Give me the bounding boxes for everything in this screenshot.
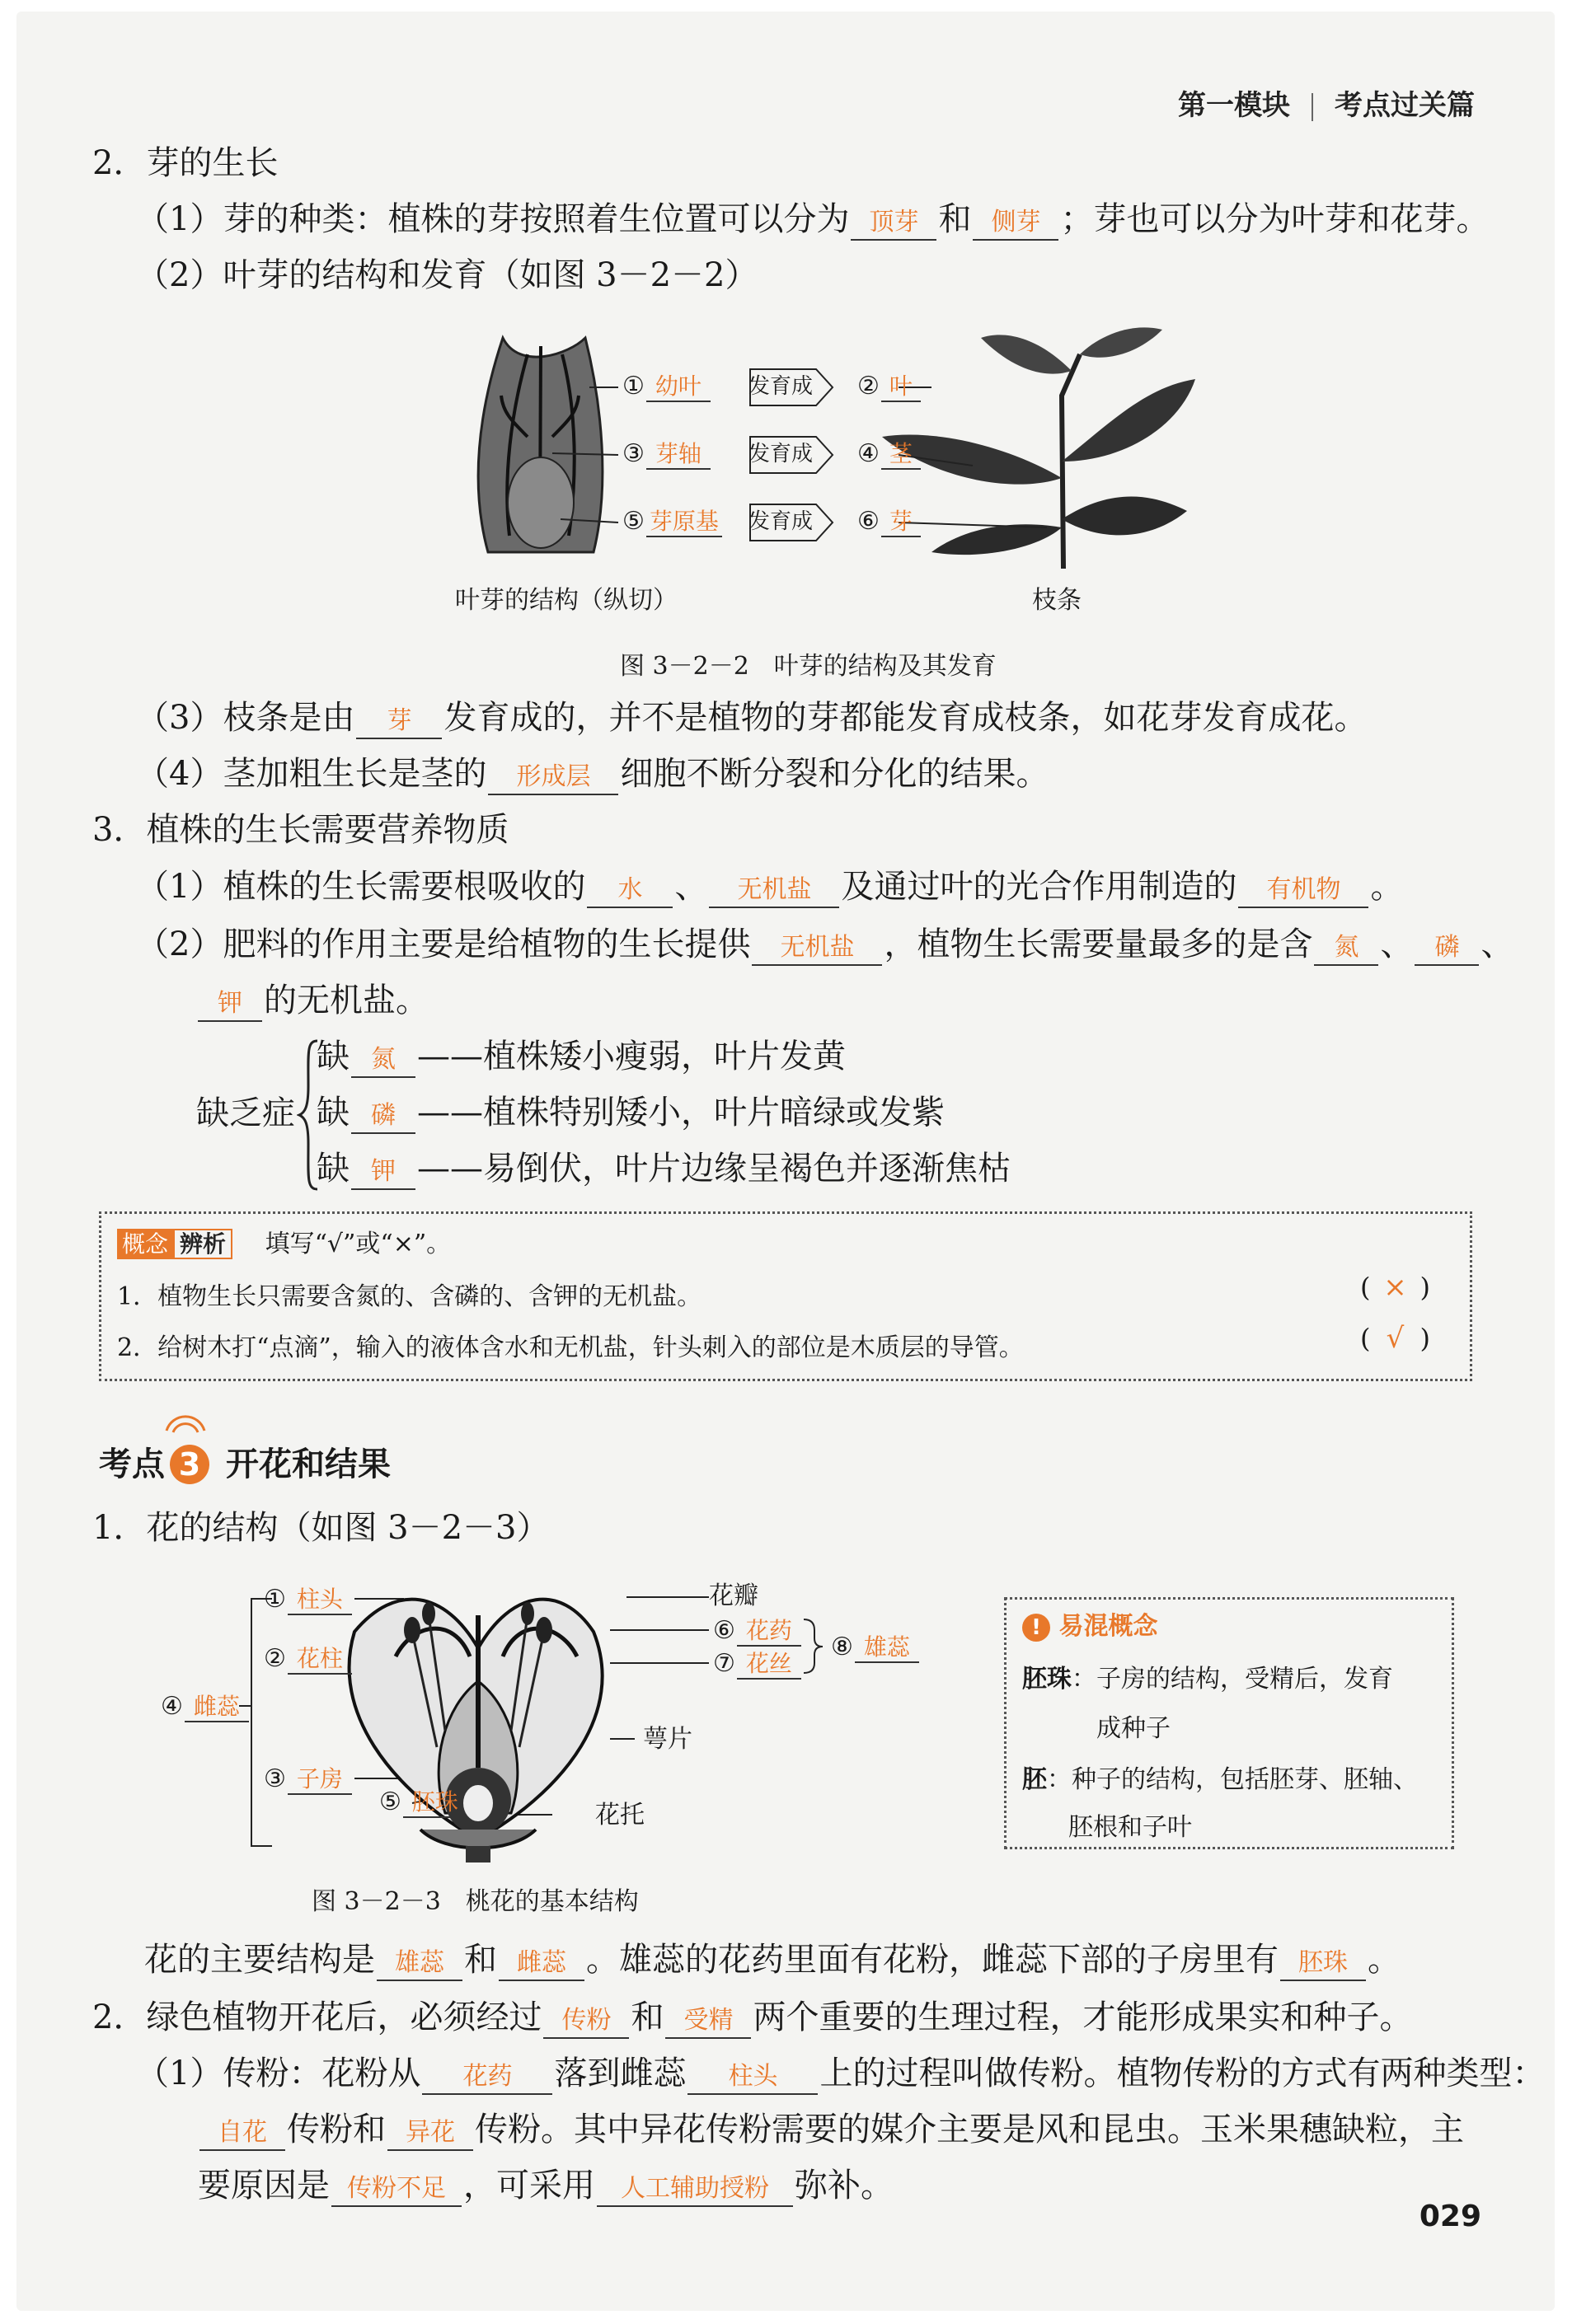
answer-blank: 花药 (737, 1617, 801, 1647)
text: 的无机盐。 (264, 982, 429, 1019)
answer-blank: 传粉不足 (331, 2172, 462, 2207)
term: 胚 (1022, 1765, 1047, 1794)
answer-blank: 雄蕊 (855, 1633, 919, 1663)
label-number: ⑥ (857, 507, 880, 536)
answer-blank: 花药 (422, 2060, 552, 2095)
label-number: ③ (264, 1764, 286, 1793)
answer-blank: 受精 (665, 2004, 751, 2039)
paragraph-stem-thickening (136, 752, 1049, 795)
text: 及通过叶的光合作用制造的 (841, 868, 1237, 906)
keypoint-number: 3 (170, 1445, 209, 1484)
answer-blank: 芽 (356, 705, 442, 739)
term: 胚珠 (1022, 1665, 1072, 1694)
figure-peach-flower (148, 1582, 940, 1862)
label-number: ② (857, 372, 880, 401)
leaf-bud-caption: 叶芽的结构（纵切） (455, 586, 678, 615)
text: （3）枝条是由 (136, 699, 355, 737)
keypoint-prefix: 考点 (99, 1445, 165, 1483)
answer-blank: 雌蕊 (185, 1693, 249, 1722)
fig2-label-receptacle: 花托 (595, 1801, 645, 1830)
definition: ：子房的结构，受精后，发育 (1072, 1665, 1393, 1694)
answer-blank: 无机盐 (752, 931, 882, 966)
paragraph-leaf-bud: （2）叶芽的结构和发育（如图 3－2－2） (136, 256, 758, 294)
label-number: ⑧ (831, 1633, 853, 1661)
concept-item: 1．植物生长只需要含氮的、含磷的、含钾的无机盐。 (117, 1282, 702, 1311)
text: 、 (674, 868, 708, 906)
paragraph-pollination-end (198, 2164, 894, 2207)
answer-blank: 花柱 (288, 1645, 352, 1675)
confuse-title-text: 易混概念 (1058, 1612, 1158, 1641)
text: （4）茎加粗生长是茎的 (136, 755, 487, 793)
concept-instruction: 填写“√”或“×”。 (265, 1230, 452, 1258)
fig2-label-filament (713, 1648, 803, 1680)
label-number: ④ (161, 1692, 183, 1721)
text: 花的主要结构是 (144, 1941, 375, 1979)
answer-blank: 有机物 (1238, 874, 1368, 908)
text: 传粉。其中异花传粉需要的媒介主要是风和昆虫。玉米果穗缺粒，主 (475, 2111, 1464, 2148)
text: 落到雌蕊 (554, 2055, 687, 2092)
answer-blank: 柱头 (687, 2060, 818, 2095)
concept-header (117, 1223, 451, 1259)
fig1-label (857, 506, 922, 537)
twig-drawing (882, 327, 1195, 569)
header-divider (1312, 93, 1313, 121)
answer-blank: 传粉 (543, 2004, 629, 2039)
text: 传粉和 (287, 2111, 386, 2148)
label-number: ① (622, 372, 645, 401)
answer-mark: √ (1386, 1322, 1405, 1355)
section-title-pollination (92, 1996, 1412, 2039)
tag-left: 概念 (117, 1229, 173, 1259)
answer-blank: 柱头 (288, 1586, 352, 1615)
answer-blank: 叶 (881, 372, 921, 402)
text: （1）芽的种类：植株的芽按照着生位置可以分为 (136, 200, 850, 238)
concept-item: 2．给树木打“点滴”，输入的液体含水和无机盐，针头刺入的部位是木质层的导管。 (117, 1333, 1024, 1362)
text: 和 (464, 1941, 497, 1979)
text: （1）传粉：花粉从 (136, 2055, 421, 2092)
answer-blank: 茎 (881, 440, 921, 470)
paragraph-absorption (136, 865, 1403, 908)
fig1-label (857, 371, 922, 402)
answer-blank: 磷 (1415, 931, 1479, 966)
label-number: ⑤ (379, 1788, 401, 1816)
label-number: ⑤ (622, 507, 645, 536)
answer-blank: 无机盐 (709, 874, 839, 908)
text: ；芽也可以分为叶芽和花芽。 (1060, 200, 1490, 238)
answer-blank: 胚珠 (1280, 1947, 1366, 1981)
text: ，可采用 (463, 2167, 595, 2205)
keypoint-heading (99, 1438, 391, 1485)
answer-blank: 水 (587, 874, 673, 908)
section-title-flower-structure: 1．花的结构（如图 3－2－3） (92, 1509, 550, 1547)
text: 弥补。 (795, 2167, 894, 2205)
paragraph-main-structure (144, 1938, 1401, 1981)
text: ——植株特别矮小，叶片暗绿或发紫 (417, 1094, 945, 1132)
label-number: ④ (857, 439, 880, 468)
text: ——易倒伏，叶片边缘呈褐色并逐渐焦枯 (417, 1150, 1011, 1188)
answer-blank: 人工辅助授粉 (597, 2172, 793, 2207)
alert-icon: ! (1022, 1614, 1050, 1642)
answer-blank: 侧芽 (973, 206, 1058, 241)
paragraph-pollination-cont (198, 2108, 1464, 2151)
answer-blank: 顶芽 (851, 206, 936, 241)
text: 缺 (317, 1094, 350, 1132)
fig2-label-stamen (831, 1632, 921, 1663)
text: 、 (1380, 925, 1414, 963)
arrow-label: 发育成 (748, 374, 814, 399)
text: 。 (1368, 1941, 1401, 1979)
answer-blank: 雌蕊 (499, 1947, 584, 1981)
answer-blank: 磷 (351, 1099, 415, 1134)
header-section: 考点过关篇 (1335, 89, 1475, 122)
fig2-label-anther (713, 1615, 803, 1647)
header-module: 第一模块 (1178, 89, 1290, 122)
concept-tag (117, 1226, 232, 1259)
page-number: 029 (1419, 2200, 1481, 2233)
fig1-label (622, 371, 712, 402)
answer-blank: 幼叶 (646, 372, 711, 402)
figure-leaf-bud (470, 321, 1212, 577)
deficiency-row (317, 1091, 945, 1134)
answer-mark: × (1383, 1271, 1407, 1304)
tag-right: 辨析 (173, 1229, 232, 1259)
answer-blank: 异花 (387, 2116, 473, 2151)
definition: ：种子的结构，包括胚芽、胚轴、 (1047, 1765, 1418, 1794)
fig2-label-petal: 花瓣 (709, 1581, 758, 1610)
label-number: ② (264, 1644, 286, 1673)
text: 缺 (317, 1038, 350, 1075)
fig2-label-style (264, 1643, 354, 1675)
deficiency-row (317, 1035, 846, 1078)
text: 和 (631, 1998, 664, 2036)
text: 。 (1370, 868, 1404, 906)
twig-caption: 枝条 (1032, 586, 1082, 615)
paragraph-twig (136, 696, 1367, 739)
fig1-label (622, 506, 724, 537)
fig2-label-ovary (264, 1764, 354, 1795)
answer-blank: 自花 (199, 2116, 285, 2151)
text: 、 (1480, 925, 1514, 963)
text: 细胞不断分裂和分化的结果。 (620, 755, 1049, 793)
text: 2．绿色植物开花后，必须经过 (92, 1998, 542, 2036)
figure-caption: 图 3－2－2 叶芽的结构及其发育 (620, 652, 997, 681)
fig2-label-ovule (379, 1787, 469, 1818)
answer-blank: 子房 (288, 1765, 352, 1795)
text: ，植物生长需要量最多的是含 (884, 925, 1313, 963)
answer-blank: 芽 (881, 508, 921, 537)
fig1-label (622, 438, 712, 470)
label-number: ⑦ (713, 1649, 735, 1678)
flower-drawing (350, 1600, 603, 1862)
paragraph-pollination (136, 2052, 1545, 2095)
concept-answer: ( × ) (1360, 1271, 1430, 1304)
answer-blank: 氮 (1314, 931, 1378, 966)
answer-blank: 钾 (351, 1155, 415, 1190)
answer-blank: 花丝 (737, 1650, 801, 1680)
arrow-label: 发育成 (748, 509, 814, 534)
text: 和 (938, 200, 972, 238)
answer-blank: 芽原基 (646, 508, 722, 537)
paragraph-fertilizer-cont (196, 979, 429, 1022)
figure-caption: 图 3－2－3 桃花的基本结构 (312, 1887, 639, 1916)
fig2-label-pistil (161, 1691, 251, 1722)
fig2-label-sepal: 萼片 (643, 1725, 692, 1754)
answer-blank: 钾 (198, 987, 262, 1022)
answer-blank: 胚珠 (403, 1788, 467, 1818)
answer-blank: 芽轴 (646, 440, 711, 470)
answer-blank: 雄蕊 (377, 1947, 462, 1981)
paragraph-fertilizer (136, 923, 1513, 966)
label-number: ⑥ (713, 1616, 735, 1645)
answer-blank: 氮 (351, 1043, 415, 1078)
confuse-item-cont: 成种子 (1096, 1714, 1171, 1743)
text: 缺 (317, 1150, 350, 1188)
deficiency-row (317, 1147, 1011, 1190)
confuse-title (1022, 1605, 1157, 1642)
text: ——植株矮小瘦弱，叶片发黄 (417, 1038, 846, 1075)
section-title-bud-growth: 2．芽的生长 (92, 144, 279, 182)
text: 两个重要的生理过程，才能形成果实和种子。 (753, 1998, 1413, 2036)
text: 上的过程叫做传粉。植物传粉的方式有两种类型： (819, 2055, 1546, 2092)
section-title-nutrients: 3．植株的生长需要营养物质 (92, 811, 509, 849)
text: 要原因是 (198, 2167, 330, 2205)
label-number: ③ (622, 439, 645, 468)
arrow-label: 发育成 (748, 442, 814, 466)
concept-answer: ( √ ) (1360, 1322, 1430, 1355)
text: 。雄蕊的花药里面有花粉，雌蕊下部的子房里有 (586, 1941, 1279, 1979)
paragraph-bud-types (136, 198, 1489, 241)
running-header (1178, 82, 1475, 123)
fig1-label (857, 438, 922, 470)
fig2-label-stigma (264, 1584, 354, 1615)
deficiency-label: 缺乏症 (196, 1094, 295, 1132)
confuse-item-cont: 胚根和子叶 (1068, 1813, 1192, 1842)
keypoint-title: 开花和结果 (226, 1445, 391, 1483)
label-number: ① (264, 1585, 286, 1614)
answer-blank: 形成层 (488, 761, 618, 795)
confuse-item (1022, 1658, 1393, 1694)
text: （2）肥料的作用主要是给植物的生长提供 (136, 925, 751, 963)
signal-icon (165, 1411, 206, 1436)
text: （1）植株的生长需要根吸收的 (136, 868, 586, 906)
text: 发育成的，并不是植物的芽都能发育成枝条，如花芽发育成花。 (443, 699, 1368, 737)
confuse-item (1022, 1759, 1418, 1795)
